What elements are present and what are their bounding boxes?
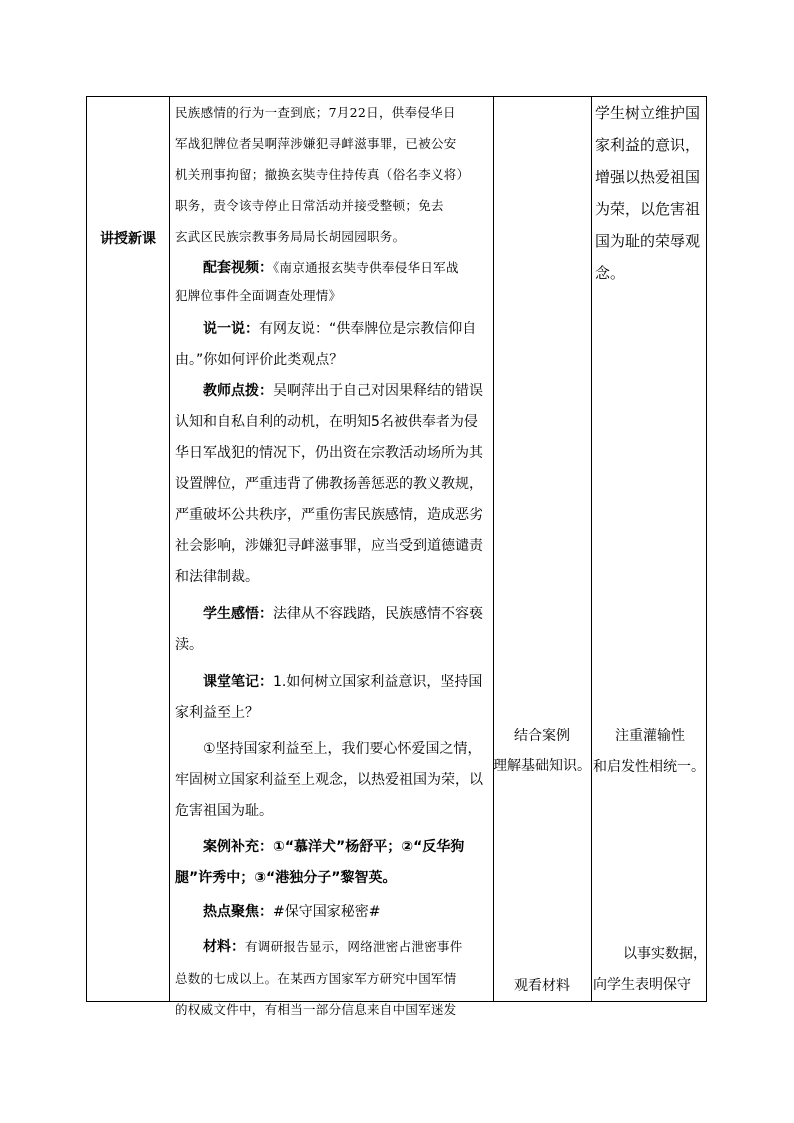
teacher-section-cont	[175, 407, 485, 593]
news-line: 玄武区民族宗教事务局局长胡园园职务。	[175, 229, 406, 244]
student-activity-column	[493, 97, 591, 1001]
cases-text: 腿”许秀中；③“港独分子”黎智英。	[175, 870, 397, 886]
notes-text: 1.如何树立国家利益意识，坚持国	[273, 674, 483, 690]
teacher-text: 设置牌位，严重违背了佛教扬善惩恶的教义教规，	[175, 476, 483, 492]
feel-text: 法律从不容践踏，民族感情不容亵	[273, 606, 483, 622]
news-line: 机关刑事拘留；撤换玄奘寺住持传真（俗名李义将）	[175, 167, 470, 182]
news-line: 民族感情的行为一查到底；7月22日，供奉侵华日	[175, 105, 456, 120]
video-label: 配套视频：	[203, 260, 273, 276]
video-title: 犯牌位事件全面调查处理情》	[175, 288, 342, 303]
intent-line: 向学生表明保守	[593, 977, 691, 993]
material-section	[175, 931, 485, 963]
teacher-text: 社会影响，涉嫌犯寻衅滋事罪，应当受到道德谴责	[175, 538, 483, 554]
intent-1	[595, 97, 707, 289]
notes-section-cont	[175, 698, 485, 729]
stage-column	[87, 97, 169, 1001]
feel-section	[175, 599, 485, 630]
activity-1	[493, 721, 591, 782]
lesson-table	[86, 96, 707, 1017]
say-section	[175, 314, 485, 345]
activity-2: 观看材料	[514, 978, 570, 994]
video-section-cont	[175, 280, 485, 311]
material-label: 材料：	[203, 939, 245, 955]
intent-line: 家利益的意识，	[595, 136, 701, 154]
intent-2	[593, 721, 707, 783]
cases-section	[175, 832, 485, 863]
answer-section	[175, 734, 485, 765]
teacher-text: 认知和自私自利的动机，在明知5名被供奉者为侵	[175, 414, 478, 430]
video-title: 《南京通报玄奘寺供奉侵华日军战	[273, 260, 459, 275]
feel-label: 学生感悟：	[203, 606, 273, 622]
intent-line: 注重灌输性	[615, 728, 685, 744]
material-text: 的权威文件中，有相当一部分信息来自中国军迷发	[175, 1002, 457, 1017]
intent-line: 增强以热爱祖国	[595, 168, 701, 186]
activity-line: 理解基础知识。	[493, 758, 591, 774]
news-line: 军战犯牌位者吴啊萍涉嫌犯寻衅滋事罪，已被公安	[175, 136, 457, 151]
news-line: 职务，责令该寺停止日常活动并接受整顿；免去	[175, 198, 444, 213]
teacher-text: 吴啊萍出于自己对因果释结的错误	[273, 383, 483, 399]
notes-section	[175, 667, 485, 698]
hotspot-text: #保守国家秘密#	[273, 904, 381, 920]
intent-line: 学生树立维护国	[595, 104, 701, 122]
answer-section-cont	[175, 765, 485, 827]
activity-line: 结合案例	[514, 728, 570, 744]
say-text: 由。”你如何评价此类观点？	[175, 352, 344, 368]
design-intent-column	[591, 97, 708, 1001]
teacher-text: 和法律制裁。	[175, 569, 259, 585]
answer-text: 牢固树立国家利益至上观念，以热爱祖国为荣，以	[175, 772, 483, 788]
news-text	[175, 97, 485, 252]
answer-text: 危害祖国为耻。	[175, 803, 273, 819]
notes-label: 课堂笔记：	[203, 674, 273, 690]
feel-text: 渎。	[175, 637, 203, 653]
teacher-section	[175, 376, 485, 407]
teacher-text: 华日军战犯的情况下，仍出资在宗教活动场所为其	[175, 445, 483, 461]
intent-line: 和启发性相统一。	[593, 759, 705, 775]
say-section-cont	[175, 345, 485, 376]
teacher-text: 严重破坏公共秩序，严重伤害民族感情，造成恶劣	[175, 507, 483, 523]
say-label: 说一说：	[203, 321, 259, 337]
notes-text: 家利益至上？	[175, 705, 259, 721]
hotspot-section	[175, 897, 485, 928]
answer-text: ①坚持国家利益至上，我们要心怀爱国之情，	[203, 741, 482, 757]
hotspot-label: 热点聚焦：	[203, 904, 273, 920]
cases-text: ①“慕洋犬”杨舒平；②“反华狗	[273, 839, 465, 855]
say-text: 有网友说：“供奉牌位是宗教信仰自	[259, 321, 477, 337]
feel-section-cont	[175, 630, 485, 661]
intent-line: 国为耻的荣辱观	[595, 232, 701, 250]
material-text: 有调研报告显示，网络泄密占泄密事件	[245, 939, 463, 954]
intent-line: 以事实数据，	[623, 946, 707, 962]
teacher-label: 教师点拨：	[203, 383, 273, 399]
intent-3	[593, 939, 707, 1001]
content-column	[169, 97, 493, 1017]
material-text: 总数的七成以上。在某西方国家军方研究中国军情	[175, 971, 457, 986]
cases-label: 案例补充：	[203, 839, 273, 855]
intent-line: 为荣，以危害祖	[595, 200, 701, 218]
intent-line: 念。	[595, 264, 626, 282]
stage-label: 讲授新课	[100, 231, 156, 247]
material-section-cont	[175, 963, 485, 1025]
cases-section-cont	[175, 863, 485, 894]
